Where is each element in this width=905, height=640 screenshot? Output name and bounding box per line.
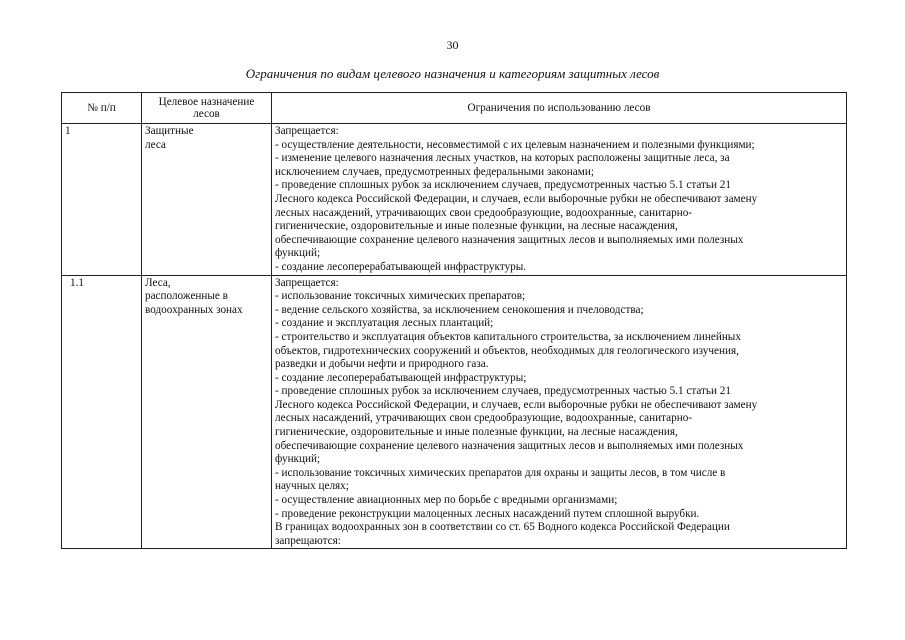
restriction-line: Лесного кодекса Российской Федерации, и случаев, если выборочные рубки не обеспечивают замену	[275, 398, 758, 411]
restriction-line: - создание лесоперерабатывающей инфраструктуры;	[275, 371, 527, 384]
restriction-line: - проведение сплошных рубок за исключением случаев, предусмотренных частью 5.1 статьи 21	[275, 385, 731, 398]
restriction-line: - ведение сельского хозяйства, за исключением сенокошения и пчеловодства;	[275, 303, 644, 316]
header-purpose-line: Целевое назначение	[158, 95, 255, 108]
row-restrictions	[272, 124, 847, 276]
restriction-line: обеспечивающие сохранение целевого назначения защитных лесов и выполняемых ими полезных	[275, 439, 744, 452]
header-purpose-line: лесов	[193, 108, 220, 120]
table-body	[62, 124, 847, 549]
restriction-line: объектов, гидротехнических сооружений и объектов, необходимых для геологического изучения,	[275, 344, 739, 357]
table-header-row	[62, 93, 847, 124]
header-purpose	[142, 93, 272, 124]
restriction-line: - использование токсичных химических препаратов;	[275, 290, 526, 303]
restriction-line: лесных насаждений, утрачивающих свои средообразующие, водоохранные, санитарно-	[275, 412, 693, 425]
restriction-line: гигиенические, оздоровительные и иные полезные функции, на лесные насаждения,	[275, 220, 678, 233]
restriction-line: функций;	[275, 247, 321, 260]
restriction-line: функций;	[275, 453, 321, 466]
purpose-line: расположенные в	[145, 290, 228, 303]
table-row	[62, 124, 847, 276]
restriction-line: - создание и эксплуатация лесных плантаций;	[275, 317, 494, 330]
table-row	[62, 275, 847, 549]
restriction-line: - проведение реконструкции малоценных лесных насаждений путем сплошной вырубки.	[275, 507, 700, 520]
restriction-line: гигиенические, оздоровительные и иные полезные функции, на лесные насаждения,	[275, 426, 678, 439]
restriction-line: - создание лесоперерабатывающей инфраструктуры.	[275, 260, 527, 273]
restriction-line: разведки и добычи нефти и природного газа.	[275, 358, 489, 371]
restriction-line: - осуществление деятельности, несовместимой с их целевым назначением и полезными функциями;	[275, 138, 755, 151]
restrictions-table	[61, 92, 847, 549]
purpose-line: водоохранных зонах	[145, 303, 243, 316]
restriction-line: запрещаются:	[275, 534, 341, 547]
restriction-line: научных целях;	[275, 480, 349, 493]
restriction-line: - изменение целевого назначения лесных участков, на которых расположены защитные леса, за	[275, 152, 730, 165]
purpose-line: леса	[145, 138, 166, 151]
restriction-line: Запрещается:	[275, 276, 339, 289]
header-restrictions: Ограничения по использованию лесов	[272, 93, 847, 124]
document-title: Ограничения по видам целевого назначения и категориям защитных лесов	[245, 66, 660, 81]
restriction-line: В границах водоохранных зон в соответствии со ст. 65 Водного кодекса Российской Федерации	[275, 521, 730, 534]
restriction-line: - использование токсичных химических препаратов для охраны и защиты лесов, в том числе в	[275, 466, 726, 479]
restriction-line: лесных насаждений, утрачивающих свои средообразующие, водоохранные, санитарно-	[275, 206, 693, 219]
header-num: № п/п	[62, 93, 142, 124]
restriction-line: - строительство и эксплуатация объектов капитального строительства, за исключением линейных	[275, 330, 741, 343]
row-restrictions	[272, 275, 847, 549]
row-purpose	[142, 275, 272, 549]
restriction-line: Запрещается:	[275, 125, 339, 137]
page-number: 30	[446, 38, 459, 52]
row-number: 1	[62, 124, 142, 276]
restriction-line: - проведение сплошных рубок за исключением случаев, предусмотренных частью 5.1 статьи 21	[275, 179, 731, 192]
row-purpose	[142, 124, 272, 276]
restriction-line: исключением случаев, предусмотренных федеральными законами;	[275, 165, 594, 178]
purpose-line: Леса,	[145, 276, 171, 289]
restriction-line: Лесного кодекса Российской Федерации, и случаев, если выборочные рубки не обеспечивают замену	[275, 192, 758, 205]
restriction-line: - осуществление авиационных мер по борьбе с вредными организмами;	[275, 494, 618, 507]
purpose-line: Защитные	[145, 125, 194, 137]
row-number: 1.1	[62, 275, 142, 549]
restriction-line: обеспечивающие сохранение целевого назначения защитных лесов и выполняемых ими полезных	[275, 233, 744, 246]
